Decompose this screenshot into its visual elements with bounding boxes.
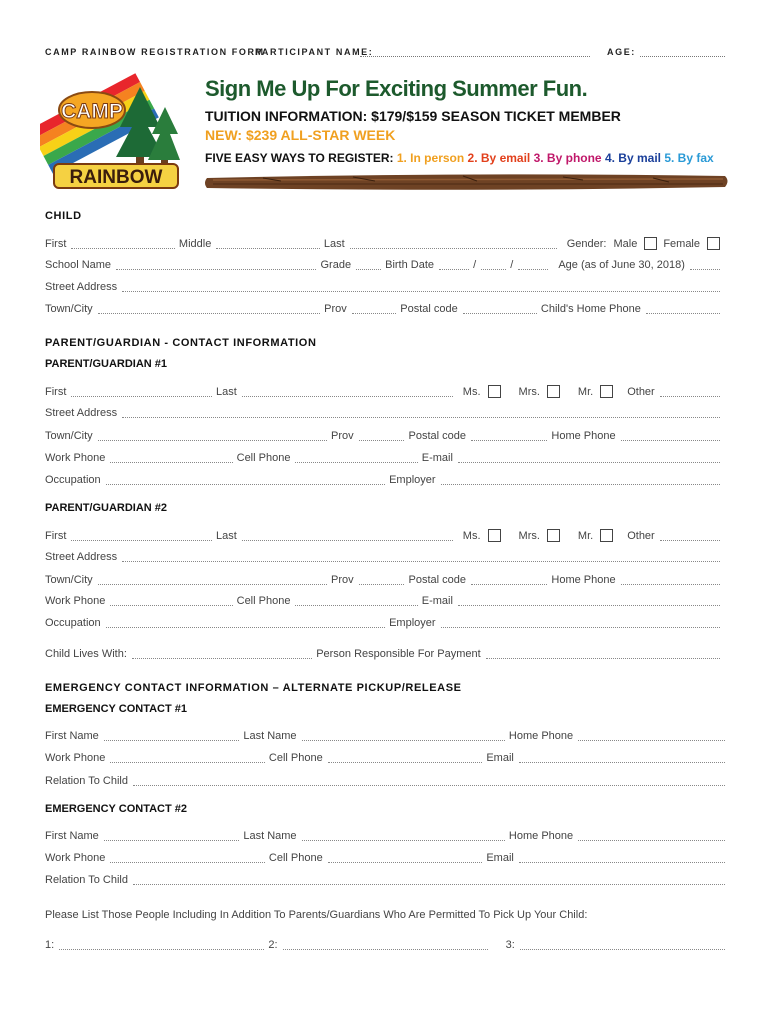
page-title: Sign Me Up For Exciting Summer Fun. [205, 76, 588, 101]
g1-occupation-row [45, 474, 720, 486]
lives-with-row [45, 648, 720, 660]
e2-work-field[interactable] [110, 853, 265, 863]
e1-home-label: Home Phone [508, 730, 574, 742]
e2-first-field[interactable] [104, 831, 240, 841]
g1-employer-label: Employer [389, 474, 436, 486]
g1-mrs-checkbox[interactable] [547, 385, 560, 398]
e2-relation-field[interactable] [133, 875, 725, 885]
g1-postal-label: Postal code [408, 430, 466, 442]
g1-street-field[interactable] [122, 408, 720, 418]
g2-email-label: E-mail [421, 595, 453, 607]
g2-postal-field[interactable] [471, 575, 547, 585]
child-middle-field[interactable] [216, 239, 320, 249]
child-street-row [45, 281, 720, 293]
way-5: 5. By fax [664, 151, 714, 165]
child-home-phone-field[interactable] [646, 304, 720, 314]
e2-cell-field[interactable] [328, 853, 483, 863]
age-june-field[interactable] [690, 260, 720, 270]
child-town-row [45, 303, 720, 315]
ways-label: FIVE EASY WAYS TO REGISTER: [205, 151, 394, 165]
g1-phone-row [45, 452, 720, 464]
new-week-info: NEW: $239 ALL-STAR WEEK [205, 127, 396, 143]
g2-street-row [45, 551, 720, 563]
e1-name-row [45, 730, 725, 742]
e1-first-label: First Name [45, 730, 99, 742]
female-checkbox[interactable] [707, 237, 720, 250]
emergency-heading: EMERGENCY CONTACT INFORMATION – ALTERNATE PICKUP/RELEASE [45, 682, 462, 694]
female-label: Female [663, 238, 700, 250]
g2-prov-label: Prov [331, 574, 354, 586]
g2-other-label: Other [627, 530, 655, 542]
gender-label: Gender: [566, 238, 607, 250]
pickup-1-label: 1: [45, 939, 55, 951]
age-june-label: Age (as of June 30, 2018) [558, 259, 685, 271]
g2-employer-field[interactable] [441, 618, 720, 628]
g2-mrs-label: Mrs. [518, 530, 540, 542]
g1-postal-field[interactable] [471, 431, 547, 441]
e1-work-field[interactable] [110, 753, 265, 763]
logo-camp-text: CAMP [61, 100, 123, 123]
g2-prov-field[interactable] [359, 575, 405, 585]
child-town-label: Town/City [45, 303, 93, 315]
g2-town-field[interactable] [98, 575, 327, 585]
g2-name-row [45, 529, 720, 542]
emergency-1-heading: EMERGENCY CONTACT #1 [45, 703, 188, 715]
e2-work-label: Work Phone [45, 852, 106, 864]
g1-last-field[interactable] [242, 387, 453, 397]
e1-phone-row [45, 752, 725, 764]
g1-occupation-field[interactable] [106, 475, 385, 485]
child-postal-label: Postal code [400, 303, 458, 315]
g1-ms-checkbox[interactable] [488, 385, 501, 398]
g1-work-phone-label: Work Phone [45, 452, 106, 464]
responsible-field[interactable] [486, 649, 720, 659]
pickup-row [45, 939, 725, 951]
e2-home-label: Home Phone [508, 830, 574, 842]
g1-mr-checkbox[interactable] [600, 385, 613, 398]
grade-label: Grade [320, 259, 352, 271]
school-field[interactable] [116, 260, 316, 270]
g2-last-label: Last [216, 530, 237, 542]
e2-home-field[interactable] [578, 831, 725, 841]
g2-cell-phone-field[interactable] [295, 596, 417, 606]
birth-sep-1: / [473, 259, 477, 271]
child-first-label: First [45, 238, 67, 250]
e1-relation-row [45, 775, 725, 787]
birth-month-field[interactable] [481, 260, 506, 270]
g1-mrs-label: Mrs. [518, 386, 540, 398]
register-ways [205, 151, 714, 165]
participant-name-label: PARTICIPANT NAME: [255, 47, 374, 57]
pickup-3-field[interactable] [520, 940, 725, 950]
child-name-row [45, 237, 720, 250]
g1-town-label: Town/City [45, 430, 93, 442]
e1-cell-field[interactable] [328, 753, 483, 763]
g2-phone-row [45, 595, 720, 607]
e2-relation-row [45, 874, 725, 886]
g2-town-label: Town/City [45, 574, 93, 586]
camp-rainbow-logo [40, 72, 185, 197]
g2-work-phone-label: Work Phone [45, 595, 106, 607]
g1-street-row [45, 407, 720, 419]
e2-email-field[interactable] [519, 853, 725, 863]
g2-mr-label: Mr. [577, 530, 594, 542]
parents-heading: PARENT/GUARDIAN - CONTACT INFORMATION [45, 337, 317, 349]
way-2: 2. By email [467, 151, 531, 165]
g1-other-field[interactable] [660, 387, 720, 397]
guardian-1-heading: PARENT/GUARDIAN #1 [45, 358, 168, 370]
g2-postal-label: Postal code [408, 574, 466, 586]
g1-home-phone-field[interactable] [621, 431, 720, 441]
way-3: 3. By phone [533, 151, 602, 165]
g2-other-field[interactable] [660, 531, 720, 541]
e1-home-field[interactable] [578, 731, 725, 741]
logo-rainbow-text: RAINBOW [69, 167, 163, 188]
g1-home-phone-label: Home Phone [551, 430, 616, 442]
g1-work-phone-field[interactable] [110, 453, 232, 463]
child-postal-field[interactable] [463, 304, 537, 314]
e1-first-field[interactable] [104, 731, 240, 741]
g1-prov-label: Prov [331, 430, 354, 442]
g2-mr-checkbox[interactable] [600, 529, 613, 542]
g2-occupation-row [45, 617, 720, 629]
child-prov-label: Prov [324, 303, 347, 315]
child-first-field[interactable] [71, 239, 175, 249]
birth-day-field[interactable] [439, 260, 469, 270]
guardian-2-heading: PARENT/GUARDIAN #2 [45, 502, 168, 514]
birth-sep-2: / [510, 259, 514, 271]
child-street-field[interactable] [122, 282, 720, 292]
child-last-label: Last [323, 238, 345, 250]
grade-field[interactable] [356, 260, 381, 270]
g1-other-label: Other [627, 386, 655, 398]
wood-stick-divider [203, 170, 731, 194]
g1-cell-phone-label: Cell Phone [236, 452, 291, 464]
e1-relation-field[interactable] [133, 776, 725, 786]
g2-cell-phone-label: Cell Phone [236, 595, 291, 607]
g1-name-row [45, 385, 720, 398]
e2-last-label: Last Name [243, 830, 297, 842]
g1-prov-field[interactable] [359, 431, 405, 441]
e2-first-label: First Name [45, 830, 99, 842]
child-prov-field[interactable] [352, 304, 397, 314]
child-middle-label: Middle [178, 238, 212, 250]
child-school-row [45, 259, 720, 271]
participant-name-field[interactable] [360, 48, 590, 57]
e2-cell-label: Cell Phone [268, 852, 323, 864]
g2-town-row [45, 574, 720, 586]
e1-last-label: Last Name [243, 730, 297, 742]
child-street-label: Street Address [45, 281, 118, 293]
birth-year-field[interactable] [518, 260, 548, 270]
g2-occupation-field[interactable] [106, 618, 385, 628]
g1-ms-label: Ms. [462, 386, 481, 398]
e1-relation-label: Relation To Child [45, 775, 128, 787]
e1-cell-label: Cell Phone [268, 752, 323, 764]
school-label: School Name [45, 259, 112, 271]
e1-work-label: Work Phone [45, 752, 106, 764]
g1-mr-label: Mr. [577, 386, 594, 398]
age-label: AGE: [607, 47, 636, 57]
child-heading: CHILD [45, 210, 82, 222]
e1-email-field[interactable] [519, 753, 725, 763]
pickup-2-field[interactable] [283, 940, 488, 950]
pickup-prompt: Please List Those People Including In Addition To Parents/Guardians Who Are Permitted To Pick Up Your Child: [45, 909, 588, 921]
responsible-label: Person Responsible For Payment [316, 648, 481, 660]
e1-last-field[interactable] [302, 731, 505, 741]
age-field[interactable] [640, 48, 725, 57]
e2-relation-label: Relation To Child [45, 874, 128, 886]
e1-email-label: Email [486, 752, 514, 764]
g2-mrs-checkbox[interactable] [547, 529, 560, 542]
g1-street-label: Street Address [45, 407, 118, 419]
pickup-2-label: 2: [268, 939, 278, 951]
g1-email-field[interactable] [458, 453, 720, 463]
birth-date-label: Birth Date [385, 259, 435, 271]
g2-work-phone-field[interactable] [110, 596, 232, 606]
form-name: CAMP RAINBOW REGISTRATION FORM [45, 47, 265, 57]
male-label: Male [613, 238, 638, 250]
g1-occupation-label: Occupation [45, 474, 101, 486]
g1-first-field[interactable] [71, 387, 212, 397]
child-town-field[interactable] [98, 304, 320, 314]
g2-last-field[interactable] [242, 531, 453, 541]
g2-ms-label: Ms. [462, 530, 481, 542]
g2-home-phone-label: Home Phone [551, 574, 616, 586]
child-lives-label: Child Lives With: [45, 648, 127, 660]
g1-first-label: First [45, 386, 67, 398]
emergency-2-heading: EMERGENCY CONTACT #2 [45, 803, 188, 815]
g2-ms-checkbox[interactable] [488, 529, 501, 542]
pickup-3-label: 3: [505, 939, 515, 951]
g2-first-label: First [45, 530, 67, 542]
g1-cell-phone-field[interactable] [295, 453, 417, 463]
g2-employer-label: Employer [389, 617, 436, 629]
g2-email-field[interactable] [458, 596, 720, 606]
pickup-1-field[interactable] [59, 940, 264, 950]
e2-phone-row [45, 852, 725, 864]
g2-occupation-label: Occupation [45, 617, 101, 629]
g2-street-label: Street Address [45, 551, 118, 563]
g1-employer-field[interactable] [441, 475, 720, 485]
male-checkbox[interactable] [644, 237, 657, 250]
tuition-info: TUITION INFORMATION: $179/$159 SEASON TICKET MEMBER [205, 108, 621, 124]
e2-last-field[interactable] [302, 831, 505, 841]
child-lives-field[interactable] [132, 649, 312, 659]
g2-first-field[interactable] [71, 531, 212, 541]
g1-town-row [45, 430, 720, 442]
g1-last-label: Last [216, 386, 237, 398]
child-last-field[interactable] [350, 239, 557, 249]
g1-email-label: E-mail [421, 452, 453, 464]
way-4: 4. By mail [604, 151, 661, 165]
way-1: 1. In person [396, 151, 465, 165]
g2-home-phone-field[interactable] [621, 575, 720, 585]
e2-email-label: Email [486, 852, 514, 864]
g2-street-field[interactable] [122, 552, 720, 562]
g1-town-field[interactable] [98, 431, 327, 441]
e2-name-row [45, 830, 725, 842]
child-home-phone-label: Child's Home Phone [540, 303, 641, 315]
